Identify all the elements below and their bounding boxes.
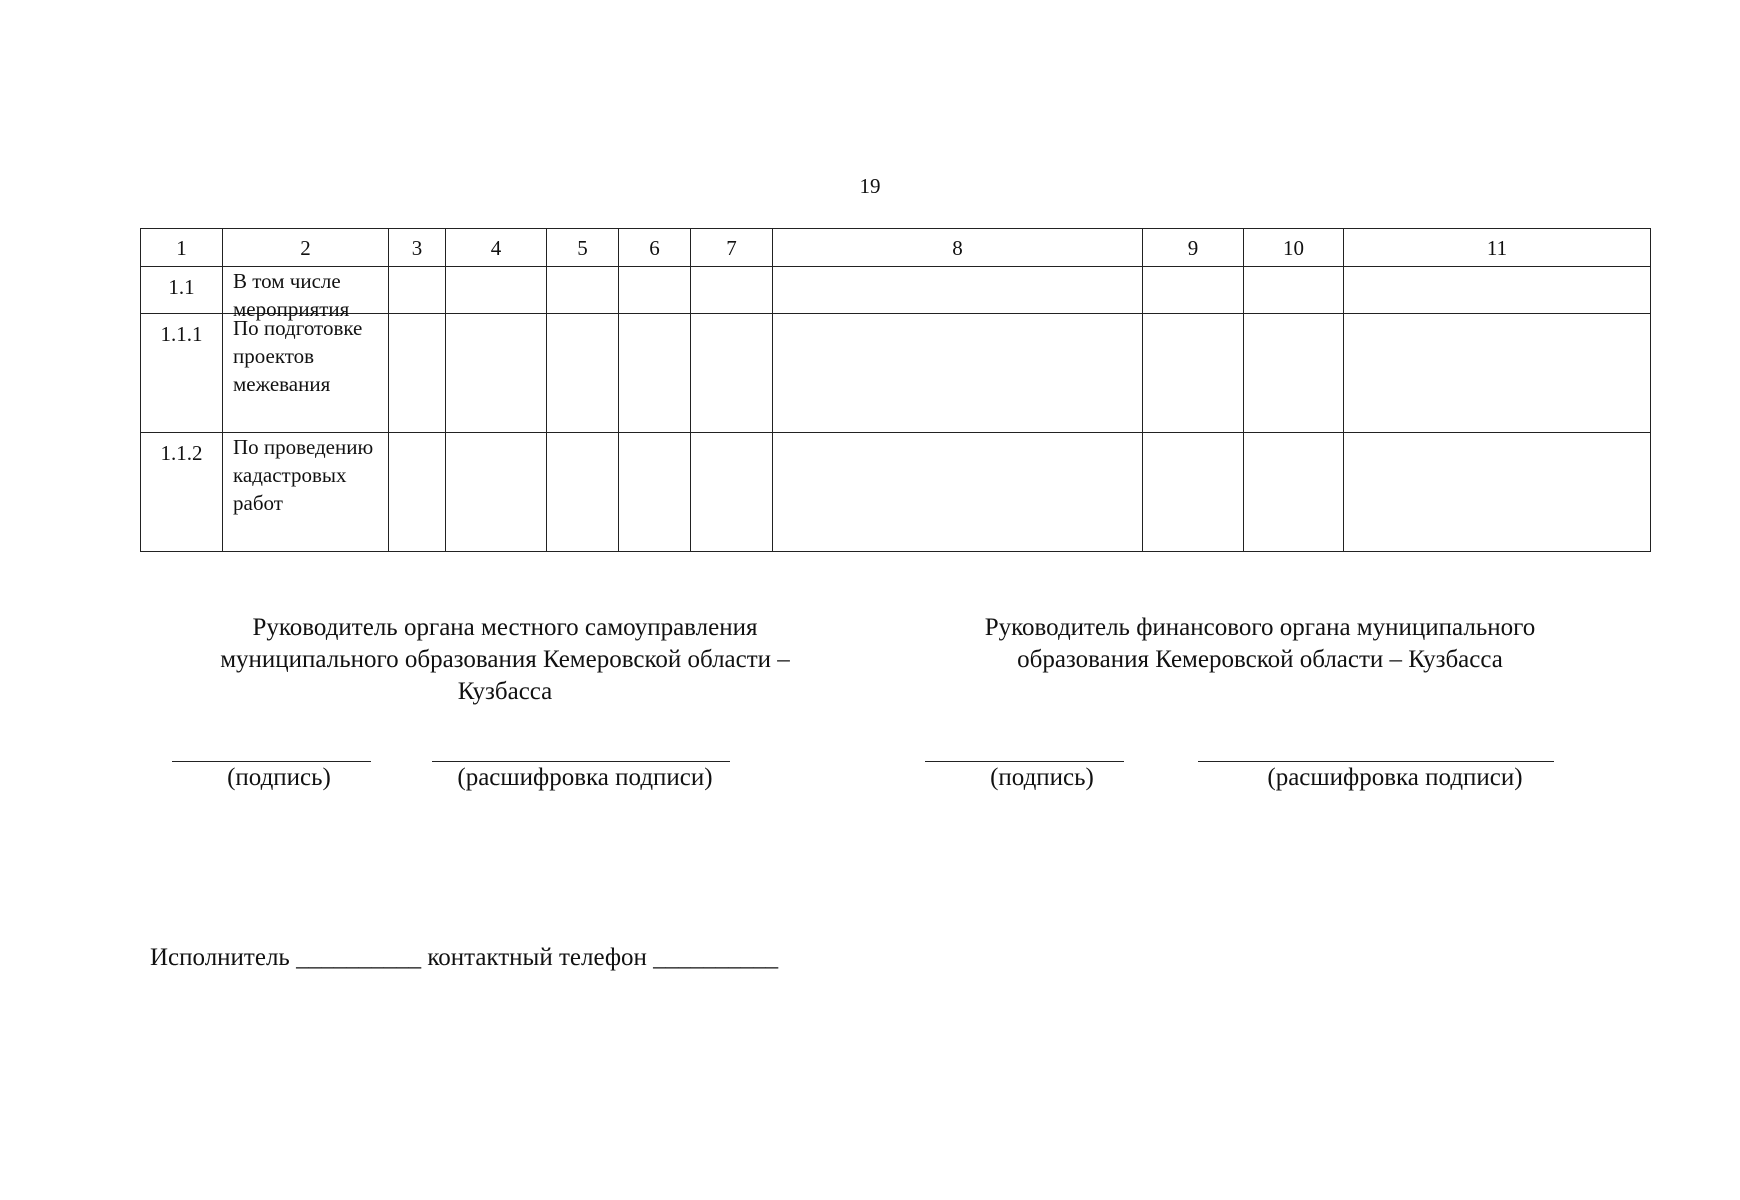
left-signatory-title: Руководитель органа местного самоуправления муниципального образования Кемеровской области – Кузбасса [220, 614, 790, 705]
table-cell [446, 433, 547, 552]
page-number: 19 [859, 174, 881, 198]
table-header-row [141, 229, 1651, 267]
column-header: 4 [446, 229, 547, 267]
executor-line: Исполнитель __________ контактный телефон __________ [150, 944, 779, 971]
table-cell [389, 433, 446, 552]
column-header: 10 [1244, 229, 1344, 267]
left-signature-line [172, 761, 371, 762]
right-signature-line [925, 761, 1124, 762]
column-header: 7 [691, 229, 773, 267]
table-cell [1143, 314, 1244, 433]
table-cell [547, 267, 619, 314]
left-signature-caption: (подпись) [227, 764, 331, 791]
table-cell [1143, 433, 1244, 552]
table-cell [619, 433, 691, 552]
table-cell [547, 314, 619, 433]
table-cell [1143, 267, 1244, 314]
table-cell [389, 267, 446, 314]
row-name: По подготовке проектов межевания [223, 314, 389, 433]
table-row [141, 433, 1651, 552]
right-decoding-caption: (расшифровка подписи) [1267, 764, 1523, 791]
table-cell [619, 267, 691, 314]
row-number: 1.1.1 [141, 314, 223, 433]
table-cell [773, 314, 1143, 433]
table-cell [1344, 433, 1651, 552]
left-decoding-line [432, 761, 730, 762]
row-name: В том числе мероприятия [233, 269, 350, 321]
table-cell [691, 314, 773, 433]
column-header: 1 [141, 229, 223, 267]
table-cell [446, 267, 547, 314]
table-cell [1244, 433, 1344, 552]
left-decoding-caption: (расшифровка подписи) [457, 764, 713, 791]
column-header: 3 [389, 229, 446, 267]
table-row [141, 314, 1651, 433]
table-cell [547, 433, 619, 552]
table-cell [1244, 314, 1344, 433]
table-cell [389, 314, 446, 433]
row-name: По проведению кадастровых работ [223, 433, 389, 552]
column-header: 2 [223, 229, 389, 267]
column-header: 9 [1143, 229, 1244, 267]
table-cell [773, 433, 1143, 552]
column-header: 5 [547, 229, 619, 267]
right-signatory-title: Руководитель финансового органа муниципального образования Кемеровской области – Кузбасса [984, 614, 1536, 673]
table-cell [691, 433, 773, 552]
table-cell [1244, 267, 1344, 314]
table-cell [1344, 314, 1651, 433]
row-number: 1.1.2 [141, 433, 223, 552]
report-table [140, 228, 1651, 552]
column-header: 11 [1344, 229, 1651, 267]
row-name-cell [223, 267, 389, 321]
right-decoding-line [1198, 761, 1554, 762]
table-row [141, 267, 1651, 314]
column-header: 6 [619, 229, 691, 267]
table-cell [446, 314, 547, 433]
table-cell [619, 314, 691, 433]
table-cell [691, 267, 773, 314]
column-header: 8 [773, 229, 1143, 267]
right-signature-caption: (подпись) [990, 764, 1094, 791]
row-number: 1.1 [141, 267, 223, 314]
table-cell [773, 267, 1143, 314]
table-cell [1344, 267, 1651, 314]
